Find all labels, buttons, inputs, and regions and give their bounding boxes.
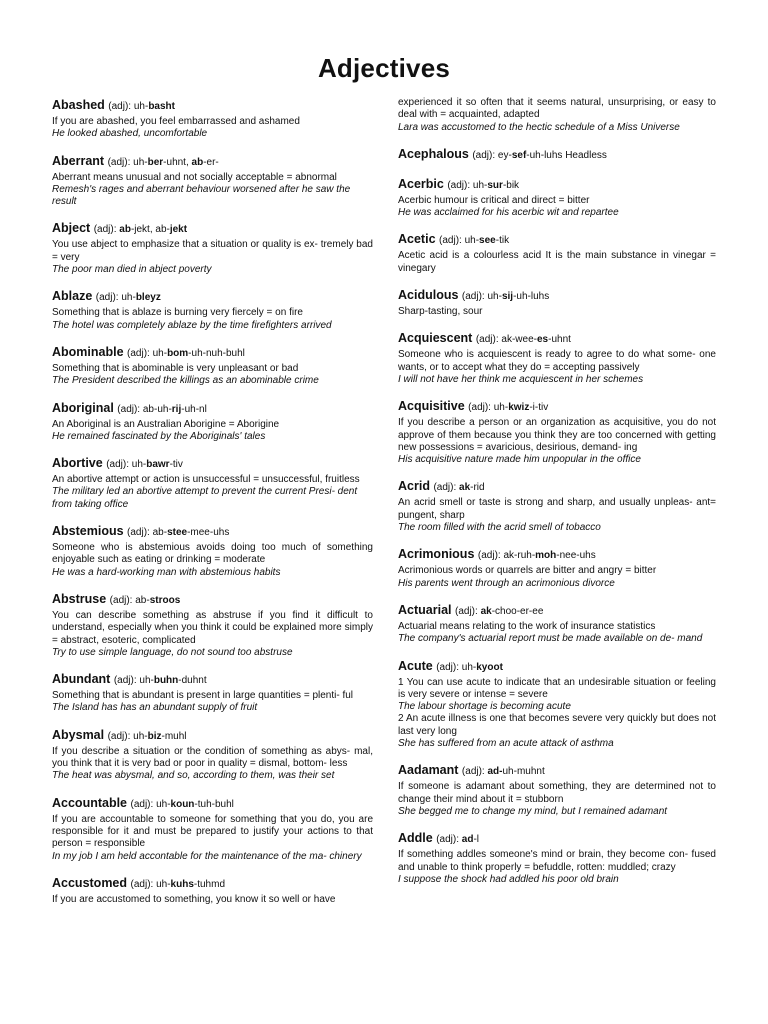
pronunciation-part: ak [480,605,492,617]
pronunciation-part: -er- [203,156,219,168]
dictionary-entry [52,344,373,388]
entry-example: I will not have her think me acquiescent in her schemes [398,373,644,385]
entry-definition: Sharp-tasting, sour [398,306,483,318]
entry-headword-line [52,671,373,689]
entry-definition: experienced it so often that it seems natural, unsurprising, or easy to deal with = acquainted, adapted [398,97,716,121]
entry-pronunciation [106,459,183,470]
pronunciation-part: -jekt, ab- [130,224,170,236]
entry-definition: 2 An acute illness is one that becomes severe very quickly but does not last very long [398,713,716,737]
pronunciation-part: uh- [461,661,477,673]
pronunciation-part: -uh-nuh-buhl [188,347,245,359]
entry-example: In my job I am held accontable for the maintenance of the ma- chinery [52,850,362,862]
entry-example: The hotel was completely ablaze by the time firefighters arrived [52,319,332,331]
entry-pronunciation [439,235,509,246]
entry-definition: 1 You can use acute to indicate that an undesirable situation or feeling is very severe or intense = severe [398,676,716,700]
dictionary-entry [398,546,716,590]
entry-example: He looked abashed, uncomfortable [52,128,208,140]
pronunciation-part: -choo-er-ee [491,605,544,617]
entry-headword-line [52,523,373,541]
right-column [398,97,716,898]
entry-example: She has suffered from an acute attack of asthma [398,738,614,750]
entry-definition: If you are accustomed to something, you know it so well or have [52,893,336,905]
entry-word: Acephalous [398,146,469,161]
entry-word: Acquisitive [398,399,465,414]
pronunciation-part: stee [167,527,188,539]
pronunciation-part: jekt [169,224,188,236]
entry-pronunciation [110,595,181,606]
pronunciation-part: ak-wee- [501,334,537,346]
entry-definition: Someone who is acquiescent is ready to agree to do what some- one wants, or to accept what they do = accepting passively [398,349,716,373]
entry-headword-line [398,602,716,620]
entry-example: The room filled with the acrid smell of tobacco [398,522,601,534]
pronunciation-part: moh [535,550,557,562]
pronunciation-part: -uh-nl [181,403,207,415]
pronunciation-part: bleyz [135,292,161,304]
pronunciation-part: uh- [133,101,149,112]
entry-word: Abundant [52,672,111,687]
entry-word: Acquiescent [398,331,473,346]
entry-pronunciation [117,404,207,415]
entry-pronunciation [476,334,571,345]
entry-part-of-speech: (adj): [127,527,150,539]
entry-part-of-speech: (adj): [477,550,501,562]
entry-word: Abominable [52,344,124,359]
pronunciation-part: basht [148,101,175,112]
entry-definition: If you describe a person or an organization as acquisitive, you do not approve of them because you think they are too concerned with getting new possessions = avaricious, desirious, demand- ing [398,417,716,453]
entry-pronunciation [468,402,548,413]
entry-part-of-speech: (adj): [461,291,485,303]
entry-definition: Acerbic humour is critical and direct = bitter [398,194,590,206]
pronunciation-part: kwiz [508,402,530,414]
entry-pronunciation [436,662,503,673]
pronunciation-part: uh- [121,292,136,304]
pronunciation-part: uh- [131,459,147,471]
entry-word: Abstemious [52,524,124,539]
entry-part-of-speech: (adj): [439,235,462,247]
entry-part-of-speech: (adj): [454,605,478,617]
entry-word: Acerbic [398,176,444,191]
dictionary-entry [52,795,373,863]
pronunciation-part: ak [459,482,471,494]
entry-definition: You can describe something as abstruse if you find it difficult to understand, especially when you think it could be explained more simply = abstract, esoteric, complicated [52,609,373,646]
pronunciation-part: buhn [153,675,179,687]
pronunciation-part: bom [167,347,189,359]
pronunciation-part: -uh-luhs [513,291,550,303]
dictionary-entry [52,288,373,332]
pronunciation-part: ber [147,156,164,168]
pronunciation-part: bawr [146,459,170,471]
entry-definition: Acetic acid is a colourless acid It is the main substance in vinegar = vinegary [398,250,716,274]
entry-example: The labour shortage is becoming acute [398,701,571,713]
entry-word: Aboriginal [52,400,114,415]
entry-word: Accustomed [52,875,128,890]
pronunciation-part: -i-tiv [529,402,549,414]
pronunciation-part: es [536,334,549,346]
entry-headword-line [52,795,373,813]
pronunciation-part: uh- [152,347,168,359]
pronunciation-part: -tik [495,235,510,247]
pronunciation-part: -duhnt [178,675,207,687]
entry-part-of-speech: (adj): [461,766,485,778]
entry-part-of-speech: (adj): [106,459,129,471]
pronunciation-part: -rid [470,482,485,494]
entry-example: The company's actuarial report must be made available on de- mand [398,633,703,645]
entry-pronunciation [447,180,519,191]
entry-example: Remesh's rages and aberrant behaviour worsened after he saw the result [52,183,351,208]
entry-pronunciation [114,675,207,686]
entry-headword-line [398,330,716,348]
pronunciation-part: ak-ruh- [503,550,536,562]
entry-definition: If you describe a situation or the condition of something as abys- mal, you think that it is very bad or poor in quality = dismal, bottom- less [52,745,373,770]
entry-pronunciation [472,150,607,161]
pronunciation-part: kyoot [476,661,503,673]
entry-example: Lara was accustomed to the hectic schedule of a Miss Universe [398,121,680,133]
entry-word: Abortive [52,456,103,471]
entry-headword-line [52,591,373,609]
entry-pronunciation [462,291,549,302]
entry-example: He remained fascinated by the Aboriginals' tales [52,430,266,442]
entry-part-of-speech: (adj): [468,402,491,414]
pronunciation-part: sef [511,149,527,161]
entry-example: He was acclaimed for his acerbic wit and repartee [398,207,619,219]
entry-pronunciation [131,879,226,890]
entry-word: Actuarial [398,602,452,617]
pronunciation-part: -uhnt, [163,156,192,168]
entry-word: Acidulous [398,288,459,303]
entry-word: Abject [52,221,91,236]
entry-pronunciation [127,527,229,538]
entry-headword-line [398,546,716,564]
pronunciation-part: ab- [152,527,168,539]
dictionary-entry [52,875,373,906]
entry-definition: An Aboriginal is an Australian Aborigine = Aborigine [52,418,280,430]
entry-headword-line [398,146,716,164]
entry-headword-line [398,398,716,416]
pronunciation-part: ad- [487,766,503,778]
entry-part-of-speech: (adj): [130,798,154,810]
entry-headword-line [398,658,716,676]
entry-word: Abysmal [52,727,105,742]
entry-part-of-speech: (adj): [436,661,460,673]
entry-definition: An abortive attempt or action is unsuccessful = unsuccessful, fruitless [52,474,360,486]
entry-part-of-speech: (adj): [107,730,131,742]
pronunciation-part: kuhs [170,878,194,890]
pronunciation-part: -muhl [161,730,187,742]
entry-headword-line [52,97,373,115]
entry-headword-line [52,220,373,238]
entry-word: Addle [398,831,433,846]
entry-example: Try to use simple language, do not sound too abstruse [52,646,293,658]
pronunciation-part: sur [487,179,503,191]
pronunciation-part: -mee-uhs [187,527,230,539]
entry-pronunciation [455,606,543,617]
entry-example: He was a hard-working man with abstemious habits [52,566,281,578]
dictionary-entry [52,671,373,715]
pronunciation-part: uh- [133,730,148,742]
pronunciation-part: -uhnt [548,334,571,346]
entry-part-of-speech: (adj): [113,675,137,687]
entry-headword-line [52,153,373,171]
dictionary-entry [52,591,373,659]
entry-definition: An acrid smell or taste is strong and sharp, and usually unpleas- ant= pungent, sharp [398,497,716,521]
pronunciation-part: uh- [487,291,502,303]
entry-definition: Something that is abundant is present in large quantities = plenti- ful [52,690,354,702]
entry-example: His acquisitive nature made him unpopular in the office [398,454,641,466]
entry-definition: If someone is adamant about something, they are determined not to change their mind about it = stubborn [398,781,716,805]
entry-example: The heat was abysmal, and so, according to them, was their set [52,770,335,782]
entry-definition: Acrimonious words or quarrels are bitter and angry = bitter [398,565,657,577]
entry-word: Abstruse [52,591,107,606]
pronunciation-part: rij [171,403,182,415]
pronunciation-part: uh- [156,798,171,810]
dictionary-entry [52,153,373,209]
entry-word: Acrid [398,479,430,494]
dictionary-entry [52,455,373,511]
entry-definition: Something that is ablaze is burning very fiercely = on fire [52,307,303,319]
entry-pronunciation [436,834,479,845]
entry-part-of-speech: (adj): [433,482,457,494]
entry-headword-line [398,762,716,780]
entry-headword-line [52,344,373,362]
dictionary-entry [398,398,716,466]
entry-example: The poor man died in abject poverty [52,264,212,276]
entry-part-of-speech: (adj): [108,101,132,112]
entry-part-of-speech: (adj): [117,403,141,415]
entry-pronunciation [127,348,245,359]
entry-pronunciation [108,101,175,112]
entry-part-of-speech: (adj): [130,878,154,890]
dictionary-entry [398,146,716,164]
pronunciation-part: biz [147,730,162,742]
dictionary-entry [52,523,373,579]
entry-pronunciation [108,731,187,742]
entry-pronunciation [462,766,545,777]
pronunciation-part: -bik [502,179,520,191]
entry-part-of-speech: (adj): [107,156,131,168]
page-title: Adjectives [317,53,451,83]
entry-part-of-speech: (adj): [472,149,496,161]
pronunciation-part: uh- [139,675,154,687]
entry-word: Abashed [52,98,105,112]
entry-headword-line [52,875,373,893]
pronunciation-part: ab [191,156,204,168]
entry-definition: Actuarial means relating to the work of insurance statistics [398,620,656,632]
dictionary-entry [398,602,716,646]
entry-example: The President described the killings as an abominable crime [52,375,319,387]
pronunciation-part: ey- [497,149,512,161]
entry-example: The military led an abortive attempt to prevent the current Presi- dent from taking office [52,486,358,510]
dictionary-entry [398,658,716,751]
dictionary-entry [398,231,716,275]
pronunciation-part: uh- [464,235,480,247]
entry-headword-line [398,176,716,194]
left-column [52,97,373,918]
pronunciation-part: uh-muhnt [502,766,545,778]
pronunciation-part: sij [501,291,514,303]
entry-headword-line [398,830,716,848]
dictionary-entry [398,287,716,318]
continued-entry [398,97,716,134]
dictionary-entry [398,478,716,534]
entry-definition: Aberrant means unusual and not socially acceptable = abnormal [52,171,337,183]
pronunciation-part: uh- [133,156,148,168]
dictionary-entry [398,330,716,386]
pronunciation-part: koun [170,798,195,810]
entry-headword-line [52,288,373,306]
pronunciation-part: -l [473,834,480,846]
dictionary-entry [52,97,373,141]
entry-part-of-speech: (adj): [475,334,499,346]
entry-headword-line [52,455,373,473]
entry-word: Aadamant [398,763,459,778]
pronunciation-part: -tuhmd [193,878,226,890]
entry-pronunciation [96,292,161,303]
entry-definition: If something addles someone's mind or brain, they become con- fused and unable to think properly = befuddle, rotten: muddled; crazy [398,849,716,873]
entry-headword-line [52,400,373,418]
entry-headword-line [398,478,716,496]
dictionary-entry [398,762,716,818]
entry-pronunciation [108,157,219,168]
entry-definition: If you are abashed, you feel embarrassed and ashamed [52,116,300,127]
pronunciation-part: uh- [493,402,509,414]
entry-part-of-speech: (adj): [447,179,471,191]
entry-word: Accountable [52,795,128,810]
entry-definition: You use abject to emphasize that a situation or quality is ex- tremely bad = very [52,239,373,263]
entry-headword-line [398,231,716,249]
entry-definition: If you are accountable to someone for something that you do, you are responsible for it and must be prepared to justify your actions to that person = responsible [52,813,373,850]
entry-pronunciation [131,799,234,810]
pronunciation-part: ab [119,224,131,236]
entry-example: She begged me to change my mind, but I remained adamant [398,805,668,817]
entry-part-of-speech: (adj): [109,594,133,606]
dictionary-entry [52,220,373,276]
entry-pronunciation [433,482,484,493]
pronunciation-part: ab-uh- [142,403,172,415]
entry-word: Acetic [398,232,436,247]
entry-word: Aberrant [52,153,105,168]
entry-example: I suppose the shock had addled his poor old brain [398,873,619,885]
pronunciation-part: -tuh-buhl [194,798,234,810]
pronunciation-part: -nee-uhs [556,550,596,562]
entry-example: His parents went through an acrimonious divorce [398,577,615,589]
entry-part-of-speech: (adj): [93,224,117,236]
entry-pronunciation [94,224,187,235]
pronunciation-part: uh- [156,878,171,890]
entry-example: The Island has has an abundant supply of fruit [52,702,258,714]
dictionary-entry [52,400,373,444]
pronunciation-part: ab- [135,594,150,606]
dictionary-entry [52,727,373,783]
entry-definition: Something that is abominable is very unpleasant or bad [52,362,299,374]
entry-definition: Someone who is abstemious avoids doing too much of something enjoyable such as eating or drinking = moderate [52,542,373,566]
entry-headword-line [398,287,716,305]
pronunciation-part: ad [461,834,474,846]
dictionary-entry [398,176,716,220]
entry-part-of-speech: (adj): [95,292,119,304]
pronunciation-part: -tiv [169,459,183,471]
dictionary-entry [398,830,716,886]
entry-part-of-speech: (adj): [436,834,460,846]
pronunciation-part: -uh-luhs Headless [526,149,607,161]
entry-headword-line [52,727,373,745]
entry-word: Acute [398,658,433,673]
entry-word: Acrimonious [398,547,475,562]
pronunciation-part: stroos [149,594,181,606]
entry-pronunciation [478,550,596,561]
entry-part-of-speech: (adj): [127,347,150,359]
entry-word: Ablaze [52,289,93,304]
pronunciation-part: uh- [472,179,488,191]
pronunciation-part: see [479,235,496,247]
